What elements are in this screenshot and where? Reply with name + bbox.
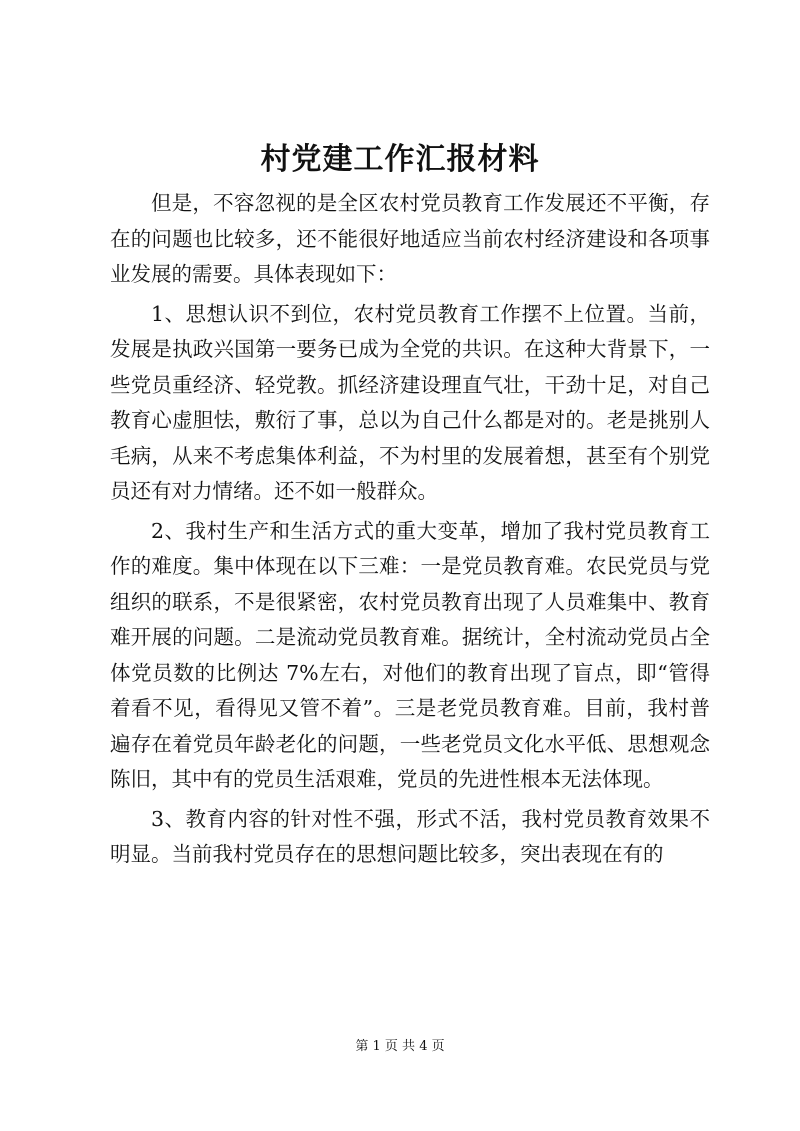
page-footer: 第 1 页 共 4 页 xyxy=(355,1039,445,1054)
paragraph-point-1: 1、思想认识不到位，农村党员教育工作摆不上位置。当前，发展是执政兴国第一要务已成为全党的共识。在这种大背景下，一些党员重经济、轻党教。抓经济建设理直气壮，干劲十足，对自己教育心虚胆怯，敷衍了事，总以为自己什么都是对的。老是挑别人毛病，从来不考虑集体利益，不为村里的发展着想，甚至有个别党员还有对力情绪。还不如一般群众。 xyxy=(110,301,710,503)
paragraph-point-3: 3、教育内容的针对性不强，形式不活，我村党员教育效果不明显。当前我村党员存在的思想问题比较多，突出表现在有的 xyxy=(110,806,710,866)
paragraph-intro: 但是，不容忽视的是全区农村党员教育工作发展还不平衡，存在的问题也比较多，还不能很好地适应当前农村经济建设和各项事业发展的需要。具体表现如下： xyxy=(110,191,710,286)
document-body xyxy=(110,186,710,877)
document-title: 村党建工作汇报材料 xyxy=(260,142,540,177)
paragraph-point-2: 2、我村生产和生活方式的重大变革，增加了我村党员教育工作的难度。集中体现在以下三难：一是党员教育难。农民党员与党组织的联系，不是很紧密，农村党员教育出现了人员难集中、教育难开展的问题。二是流动党员教育难。据统计，全村流动党员占全体党员数的比例达 7%左右，对他们的教育出现了盲点，即“管得着看不见，看得见又管不着”。三是老党员教育难。目前，我村普遍存在着党员年龄老化的问题，一些老党员文化水平低、思想观念陈旧，其中有的党员生活艰难，党员的先进性根本无法体现。 xyxy=(110,518,710,791)
